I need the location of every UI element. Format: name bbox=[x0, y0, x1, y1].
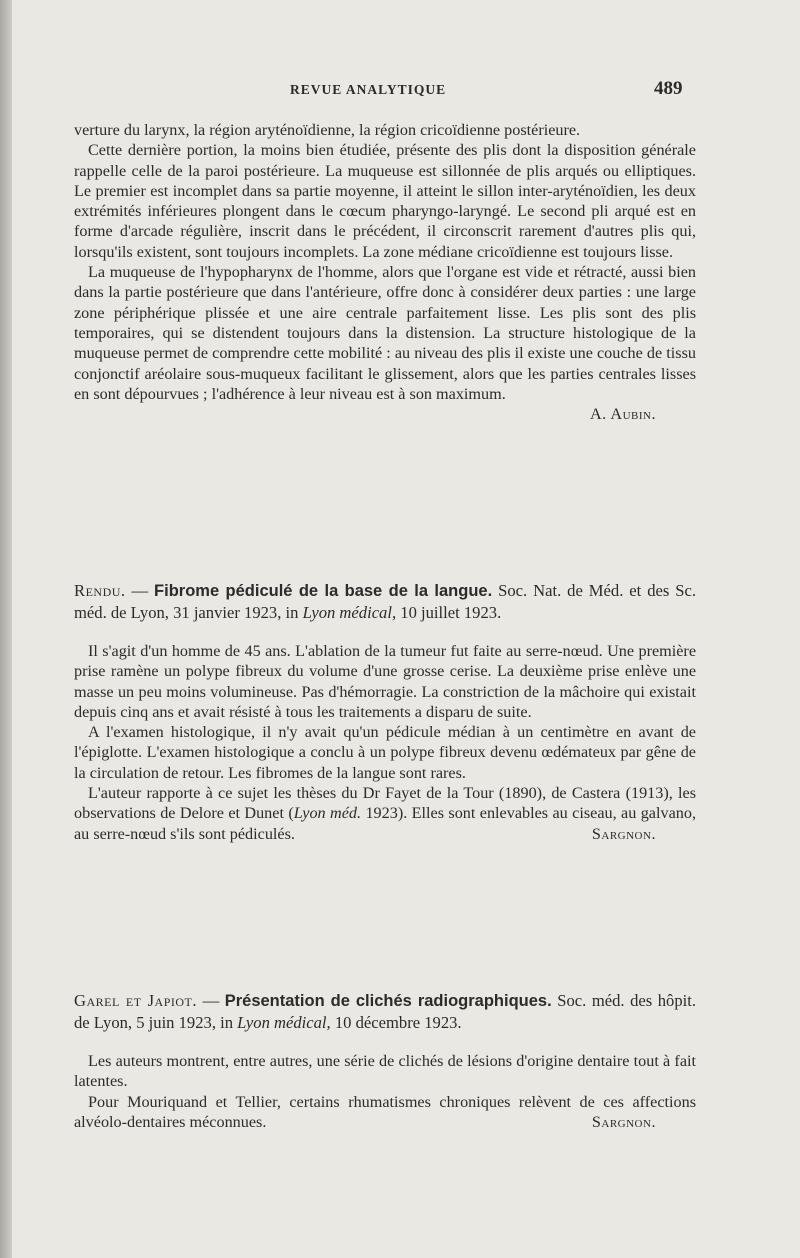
source-text: Soc. Nat. de Méd. et des Sc. méd. de Lyon, 31 janvier 1923, in bbox=[74, 581, 697, 622]
article-author: Garel et Japiot. bbox=[74, 991, 198, 1010]
article-garel-japiot bbox=[74, 990, 696, 1132]
source-date: 10 juillet 1923. bbox=[396, 603, 502, 622]
journal-name: Lyon méd. bbox=[293, 804, 362, 823]
dash: — bbox=[125, 581, 155, 600]
paragraph: Pour Mouriquand et Tellier, certains rhumatismes chroniques relèvent de ces affections alvéolo-dentaires méconnues. bbox=[74, 1092, 696, 1131]
page-edge-shadow bbox=[0, 0, 12, 1258]
paragraph bbox=[74, 262, 696, 404]
paragraph-text: La muqueuse de l'hypopharynx de l'homme, alors que l'organe est vide et rétracté, aussi bien dans la partie postérieure que dans l'antérieure, offre donc à considérer deux parties : une large zone périphérique plissée et une aire centrale parfaitement lisse. Les plis sont des plis temporaires, qui se distendent toujours dans la distension. La structure histologique de la muqueuse permet de comprendre cette mobilité : au niveau des plis il existe une couche de tissu conjonctif aréolaire sous-muqueux facilitant le glissement, alors que les parties centrales lisses en sont dépourvues ; l'adhérence à leur niveau est à son maximum. bbox=[74, 263, 696, 403]
signature: Sargnon. bbox=[591, 824, 656, 843]
journal-name: Lyon médical, bbox=[237, 1013, 331, 1032]
signature: Sargnon. bbox=[591, 1113, 656, 1132]
spacer bbox=[74, 623, 696, 641]
running-title: REVUE ANALYTIQUE bbox=[290, 82, 447, 97]
source-date: 10 décembre 1923. bbox=[330, 1013, 462, 1032]
paragraph: Cette dernière portion, la moins bien étudiée, présente des plis dont la disposition générale rappelle celle de la paroi postérieure. La muqueuse est sillonnée de plis arqués ou elliptiques. Le premier est incomplet dans sa partie moyenne, il atteint le sillon inter-aryténoïdien, les deux extrémités inférieures plongent dans le cœcum pharyngo-laryngé. Le second pli arqué est en forme d'arcade régulière, inscrit dans le précédent, il circonscrit rarement d'autres plis qui, lorsqu'ils existent, sont toujours incomplets. La zone médiane cricoïdienne est toujours lisse. bbox=[74, 141, 696, 261]
paragraph: verture du larynx, la région aryténoïdienne, la région cricoïdienne postérieure. bbox=[74, 121, 581, 139]
paragraph-text: 1923). Elles sont enlevables au ciseau, au galvano, au serre-nœud s'ils sont pédiculés. bbox=[74, 804, 696, 843]
source-text: Soc. méd. des hôpit. de Lyon, 5 juin 1923, in bbox=[74, 991, 697, 1032]
journal-name: Lyon médical, bbox=[302, 603, 397, 622]
page-number: 489 bbox=[654, 78, 683, 99]
article-author: Rendu. bbox=[74, 581, 126, 600]
signature-line bbox=[74, 404, 696, 424]
paragraph-text: L'auteur rapporte à ce sujet les thèses du Dr Fayet de la Tour (1890), de Castera (1913), les observations de Delore et Dunet ( bbox=[74, 784, 696, 823]
signature: A. Aubin. bbox=[589, 405, 656, 424]
article-reference bbox=[74, 580, 696, 623]
document-page bbox=[12, 0, 800, 1258]
article-rendu bbox=[74, 580, 696, 844]
article-reference bbox=[74, 990, 696, 1033]
paragraph: Il s'agit d'un homme de 45 ans. L'ablation de la tumeur fut faite au serre-nœud. Une première prise ramène un polype fibreux du volume d'une grosse cerise. La deuxième prise enlève une masse un peu moins volumineuse. Pas d'hémorragie. La constriction de la mâchoire qui existait depuis cinq ans et avait résisté à tous les traitements a disparu de suite. bbox=[74, 642, 696, 721]
article-aubin bbox=[74, 120, 696, 424]
article-title: Présentation de clichés radiographiques. bbox=[224, 992, 552, 1010]
dash: — bbox=[197, 991, 225, 1010]
spacer bbox=[74, 1033, 696, 1051]
paragraph: A l'examen histologique, il n'y avait qu'un pédicule médian à un centimètre en avant de l'épiglotte. L'examen histologique a conclu à un polype fibreux devenu œdémateux par gêne de la circulation de retour. Les fibromes de la langue sont rares. bbox=[74, 723, 696, 782]
article-title: Fibrome pédiculé de la base de la langue. bbox=[154, 582, 493, 600]
paragraph: Les auteurs montrent, entre autres, une série de clichés de lésions d'origine dentaire tout à fait latentes. bbox=[74, 1052, 696, 1091]
page-header bbox=[12, 78, 800, 102]
